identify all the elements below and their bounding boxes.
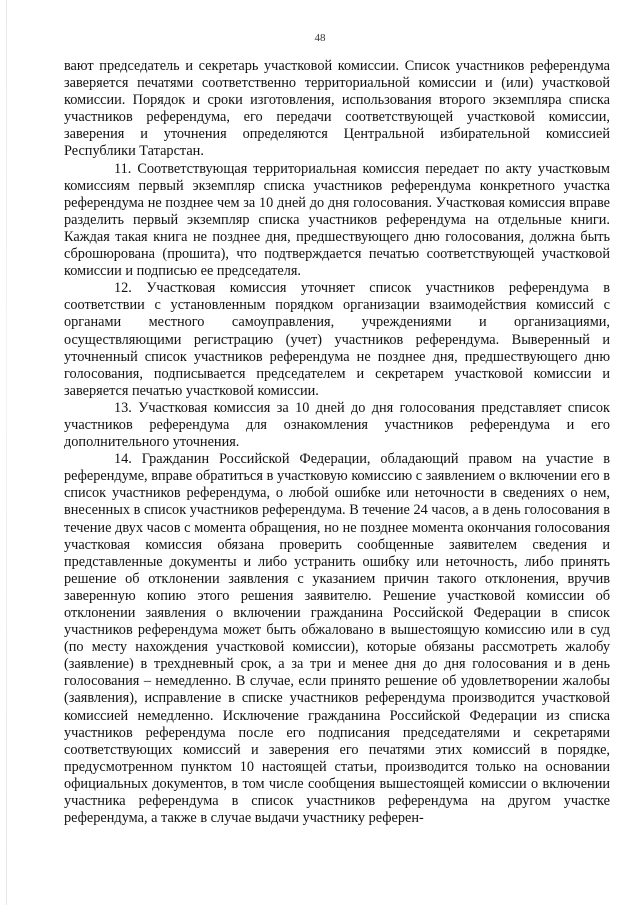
paragraph-11: 11. Соответствующая территориальная комиссия передает по акту участковым комиссиям первый экземпляр списка участников референдума конкретного участка референдума не позднее чем за 10 дней до дня голосования. Участковая комиссия вправе разделить первый экземпляр списка участников референдума на отдельные книги. Каждая такая книга не позднее дня, предшествующего дню голосования, должна быть сброшюрована (прошита), что подтверждается печатью соответствующей участковой комиссии и подписью ее председателя.	[64, 160, 610, 280]
scan-edge	[6, 0, 7, 905]
paragraph-14: 14. Гражданин Российской Федерации, обладающий правом на участие в референдуме, вправе обратиться в участковую комиссию с заявлением о включении его в список участников референдума, о любой ошибке или неточности в сведениях о нем, внесенных в список участников референдума. В течение 24 часов, а в день голосования в течение двух часов с момента обращения, но не позднее момента окончания голосования участковая комиссия обязана проверить сообщенные заявителем сведения и представленные документы и либо устранить ошибку или неточность, либо принять решение об отклонении заявления с указанием причин такого отклонения, вручив заверенную копию этого решения заявителю. Решение участковой комиссии об отклонении заявления о включении гражданина Российской Федерации в список участников референдума может быть обжаловано в вышестоящую комиссию или в суд (по месту нахождения участковой комиссии), которые обязаны рассмотреть жалобу (заявление) в трехдневный срок, а за три и менее дня до дня голосования и в день голосования – немедленно. В случае, если принято решение об удовлетворении жалобы (заявления), исправление в списке участников референдума производится участковой комиссией немедленно. Исключение гражданина Российской Федерации из списка участников референдума после его подписания председателями и секретарями соответствующих комиссий и заверения его печатями этих комиссий в порядке, предусмотренном пунктом 10 настоящей статьи, производится только на основании официальных документов, в том числе сообщения вышестоящей комиссии о включении участника референдума в список участников референдума на другом участке референдума, а также в случае выдачи участнику референ-	[64, 451, 610, 827]
paragraph-12: 12. Участковая комиссия уточняет список участников референдума в соответствии с установленным порядком организации взаимодействия комиссий с органами местного самоуправления, учреждениями и организациями, осуществляющими регистрацию (учет) участников референдума. Выверенный и уточненный список участников референдума не позднее дня, предшествующего дню голосования, подписывается председателем и секретарем участковой комиссии и заверяется печатью участковой комиссии.	[64, 280, 610, 399]
page-number: 48	[314, 32, 326, 44]
document-body	[64, 58, 610, 827]
paragraph-continuation: вают председатель и секретарь участковой комиссии. Список участников референдума заверяется печатями соответственно территориальной комиссии и (или) участковой комиссии. Порядок и сроки изготовления, использования второго экземпляра списка участников референдума, его передачи соответствующей участковой комиссии, заверения и уточнения определяются Центральной избирательной комиссией Республики Татарстан.	[64, 58, 610, 160]
paragraph-13: 13. Участковая комиссия за 10 дней до дня голосования представляет список участников референдума для ознакомления участников референдума и его дополнительного уточнения.	[64, 399, 610, 451]
